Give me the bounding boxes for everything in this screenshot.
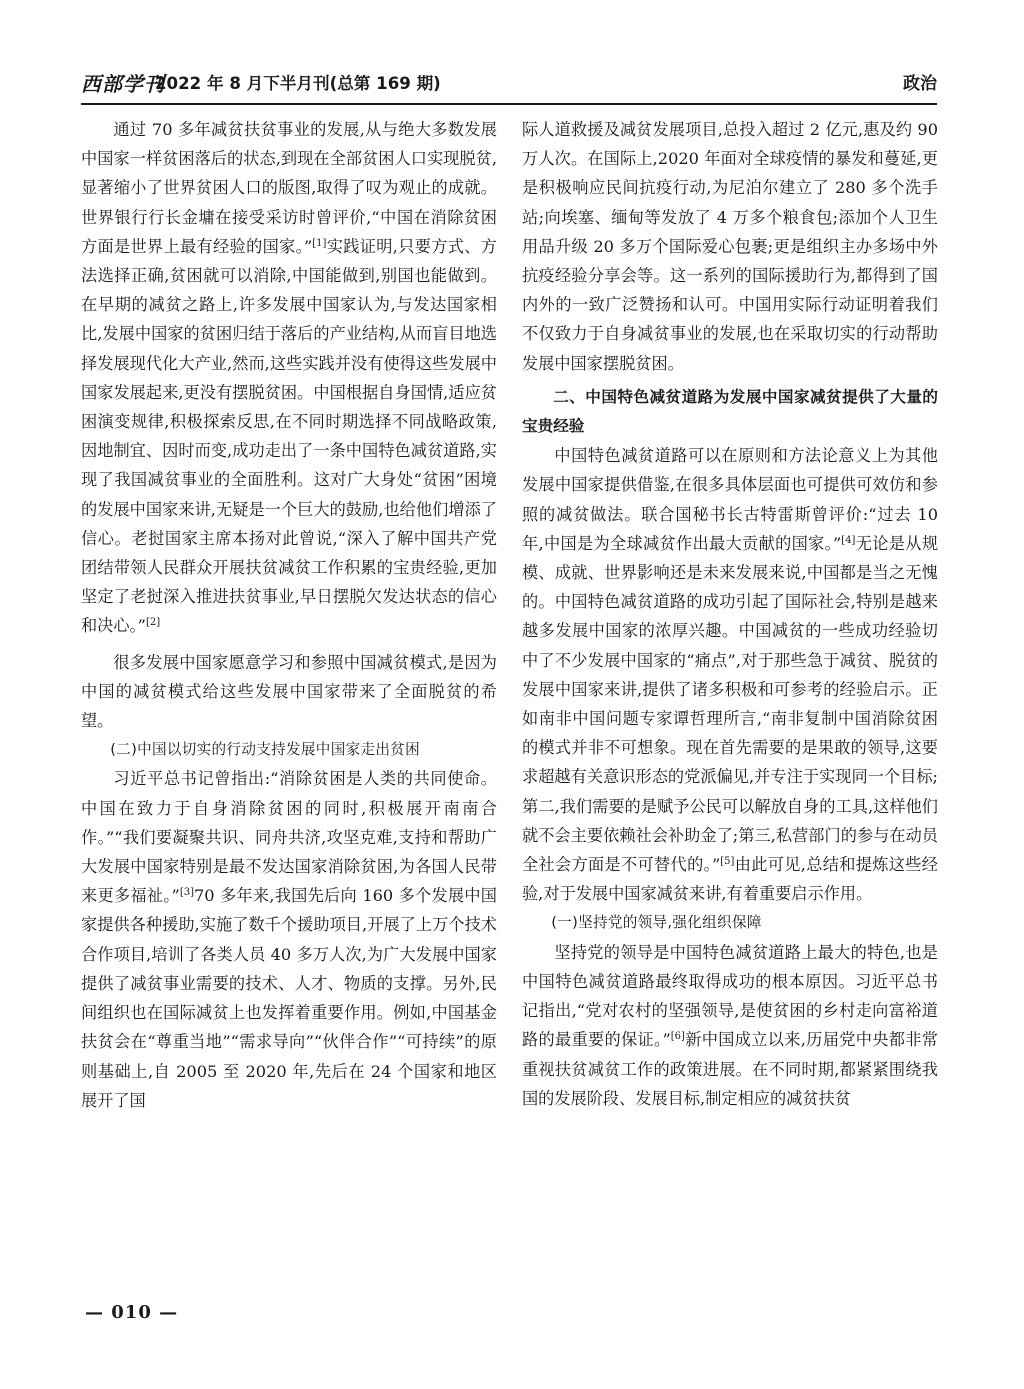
section-heading: 二、中国特色减贫道路为发展中国家减贫提供了大量的宝贵经验 <box>522 387 938 436</box>
paragraph <box>522 441 938 908</box>
paragraph-text: 新中国成立以来,历届党中央都非常重视扶贫减贫工作的政策进展。在不同时期,都紧紧围绕我国的发展阶段、发展目标,制定相应的减贫扶贫 <box>522 1030 938 1108</box>
citation-ref: [6] <box>670 1031 685 1043</box>
paragraph-text: 无论是从规模、成就、世界影响还是未来发展来说,中国都是当之无愧的。中国特色减贫道路的成功引起了国际社会,特别是越来越多发展中国家的浓厚兴趣。中国减贫的一些成功经验切中了不少发展中国家的“痛点”,对于那些急于减贫、脱贫的发展中国家来讲,提供了诸多积极和可参考的经验启示。正如南非中国问题专家谭哲理所言,“南非复制中国消除贫困的模式并非不可想象。现在首先需要的是果敢的领导,这要求超越有关意识形态的党派偏见,并专注于实现同一个目标;第二,我们需要的是赋予公民可以解放自身的工具,这样他们就不会主要依赖社会补助金了;第三,私营部门的参与在动员全社会方面是不可替代的。” <box>522 533 939 875</box>
paragraph-text: 中国特色减贫道路可以在原则和方法论意义上为其他发展中国家提供借鉴,在很多具体层面也可提供可效仿和参照的减贫做法。联合国秘书长古特雷斯曾评价:“过去 10 年,中国是为全球减贫作出最大贡献的国家。” <box>522 446 938 553</box>
citation-ref: [2] <box>145 617 161 629</box>
paragraph <box>522 938 938 1113</box>
subsection-heading: (二)中国以切实的行动支持发展中国家走出贫困 <box>110 741 421 759</box>
issue-info: 2022 年 8 月下半月刊(总第 169 期) <box>155 74 441 93</box>
citation-ref: [5] <box>720 856 735 868</box>
paragraph: 很多发展中国家愿意学习和参照中国减贫模式,是因为中国的减贫模式给这些发展中国家带来了全面脱贫的希望。 <box>81 652 497 731</box>
page-number: — 010 — <box>85 1302 179 1323</box>
paragraph <box>81 115 497 641</box>
citation-ref: [1] <box>312 237 327 249</box>
subsection-heading: (一)坚持党的领导,强化组织保障 <box>551 914 762 932</box>
section-label: 政治 <box>903 74 937 94</box>
right-column <box>522 115 938 1113</box>
journal-name: 西部学刊 <box>81 72 165 96</box>
paragraph-text: 70 多年来,我国先后向 160 多个发展中国家提供各种援助,实施了数千个援助项目,开展了上万个技术合作项目,培训了各类人员 40 多万人次,为广大发展中国家提供了减贫事业需要的技术、人才、物质的支撑。另外,民间组织也在国际减贫上也发挥着重要作用。例如,中国基金扶贫会在“尊重当地”“需求导向”“伙伴合作”“可持续”的原则基础上,自 2005 至 2020 年,先后在 24 个国家和地区展开了国 <box>81 886 497 1110</box>
paragraph-text: 由此可见,总结和提炼这些经验,对于发展中国家减贫来讲,有着重要启示作用。 <box>522 855 938 904</box>
paragraph-text: 通过 70 多年减贫扶贫事业的发展,从与绝大多数发展中国家一样贫困落后的状态,到现在全部贫困人口实现脱贫,显著缩小了世界贫困人口的版图,取得了叹为观止的成就。世界银行行长金墉在接受采访时曾评价,“中国在消除贫困方面是世界上最有经验的国家。” <box>81 120 497 256</box>
header-rule <box>81 103 937 105</box>
citation-ref: [3] <box>179 887 194 899</box>
paragraph-text: 坚持党的领导是中国特色减贫道路上最大的特色,也是中国特色减贫道路最终取得成功的根本原因。习近平总书记指出,“党对农村的坚强领导,是使贫困的乡村走向富裕道路的最重要的保证。” <box>522 942 938 1050</box>
paragraph-text: 习近平总书记曾指出:“消除贫困是人类的共同使命。中国在致力于自身消除贫困的同时,积极展开南南合作。”“我们要凝聚共识、同舟共济,攻坚克难,支持和帮助广大发展中国家特别是最不发达国家消除贫困,为各国人民带来更多福祉。” <box>81 769 497 906</box>
citation-ref: [4] <box>841 534 856 546</box>
left-column <box>81 115 497 1115</box>
paragraph <box>81 764 497 1114</box>
page-header <box>81 70 937 102</box>
paragraph: 际人道救援及减贫发展项目,总投入超过 2 亿元,惠及约 90 万人次。在国际上,2020 年面对全球疫情的暴发和蔓延,更是积极响应民间抗疫行动,为尼泊尔建立了 280 多个洗手站;向埃塞、缅甸等发放了 4 万多个粮食包;添加个人卫生用品升级 20 多万个国际爱心包裹;更是组织主办多场中外抗疫经验分享会等。这一系列的国际援助行为,都得到了国内外的一致广泛赞扬和认可。中国用实际行动证明着我们不仅致力于自身减贫事业的发展,也在采取切实的行动帮助发展中国家摆脱贫困。 <box>522 120 938 373</box>
paragraph-text: 实践证明,只要方式、方法选择正确,贫困就可以消除,中国能做到,别国也能做到。在早期的减贫之路上,许多发展中国家认为,与发达国家相比,发展中国家的贫困归结于落后的产业结构,从而盲目地选择发展现代化大产业,然而,这些实践并没有使得这些发展中国家发展起来,更没有摆脱贫困。中国根据自身国情,适应贫困演变规律,积极探索反思,在不同时期选择不同战略政策,因地制宜、因时而变,成功走出了一条中国特色减贫道路,实现了我国减贫事业的全面胜利。这对广大身处“贫困”困境的发展中国家来讲,无疑是一个巨大的鼓励,也给他们增添了信心。老挝国家主席本扬对此曾说,“深入了解中国共产党团结带领人民群众开展扶贫减贫工作积累的宝贵经验,更加坚定了老挝深入推进扶贫事业,早日摆脱欠发达状态的信心和决心。” <box>81 236 497 636</box>
